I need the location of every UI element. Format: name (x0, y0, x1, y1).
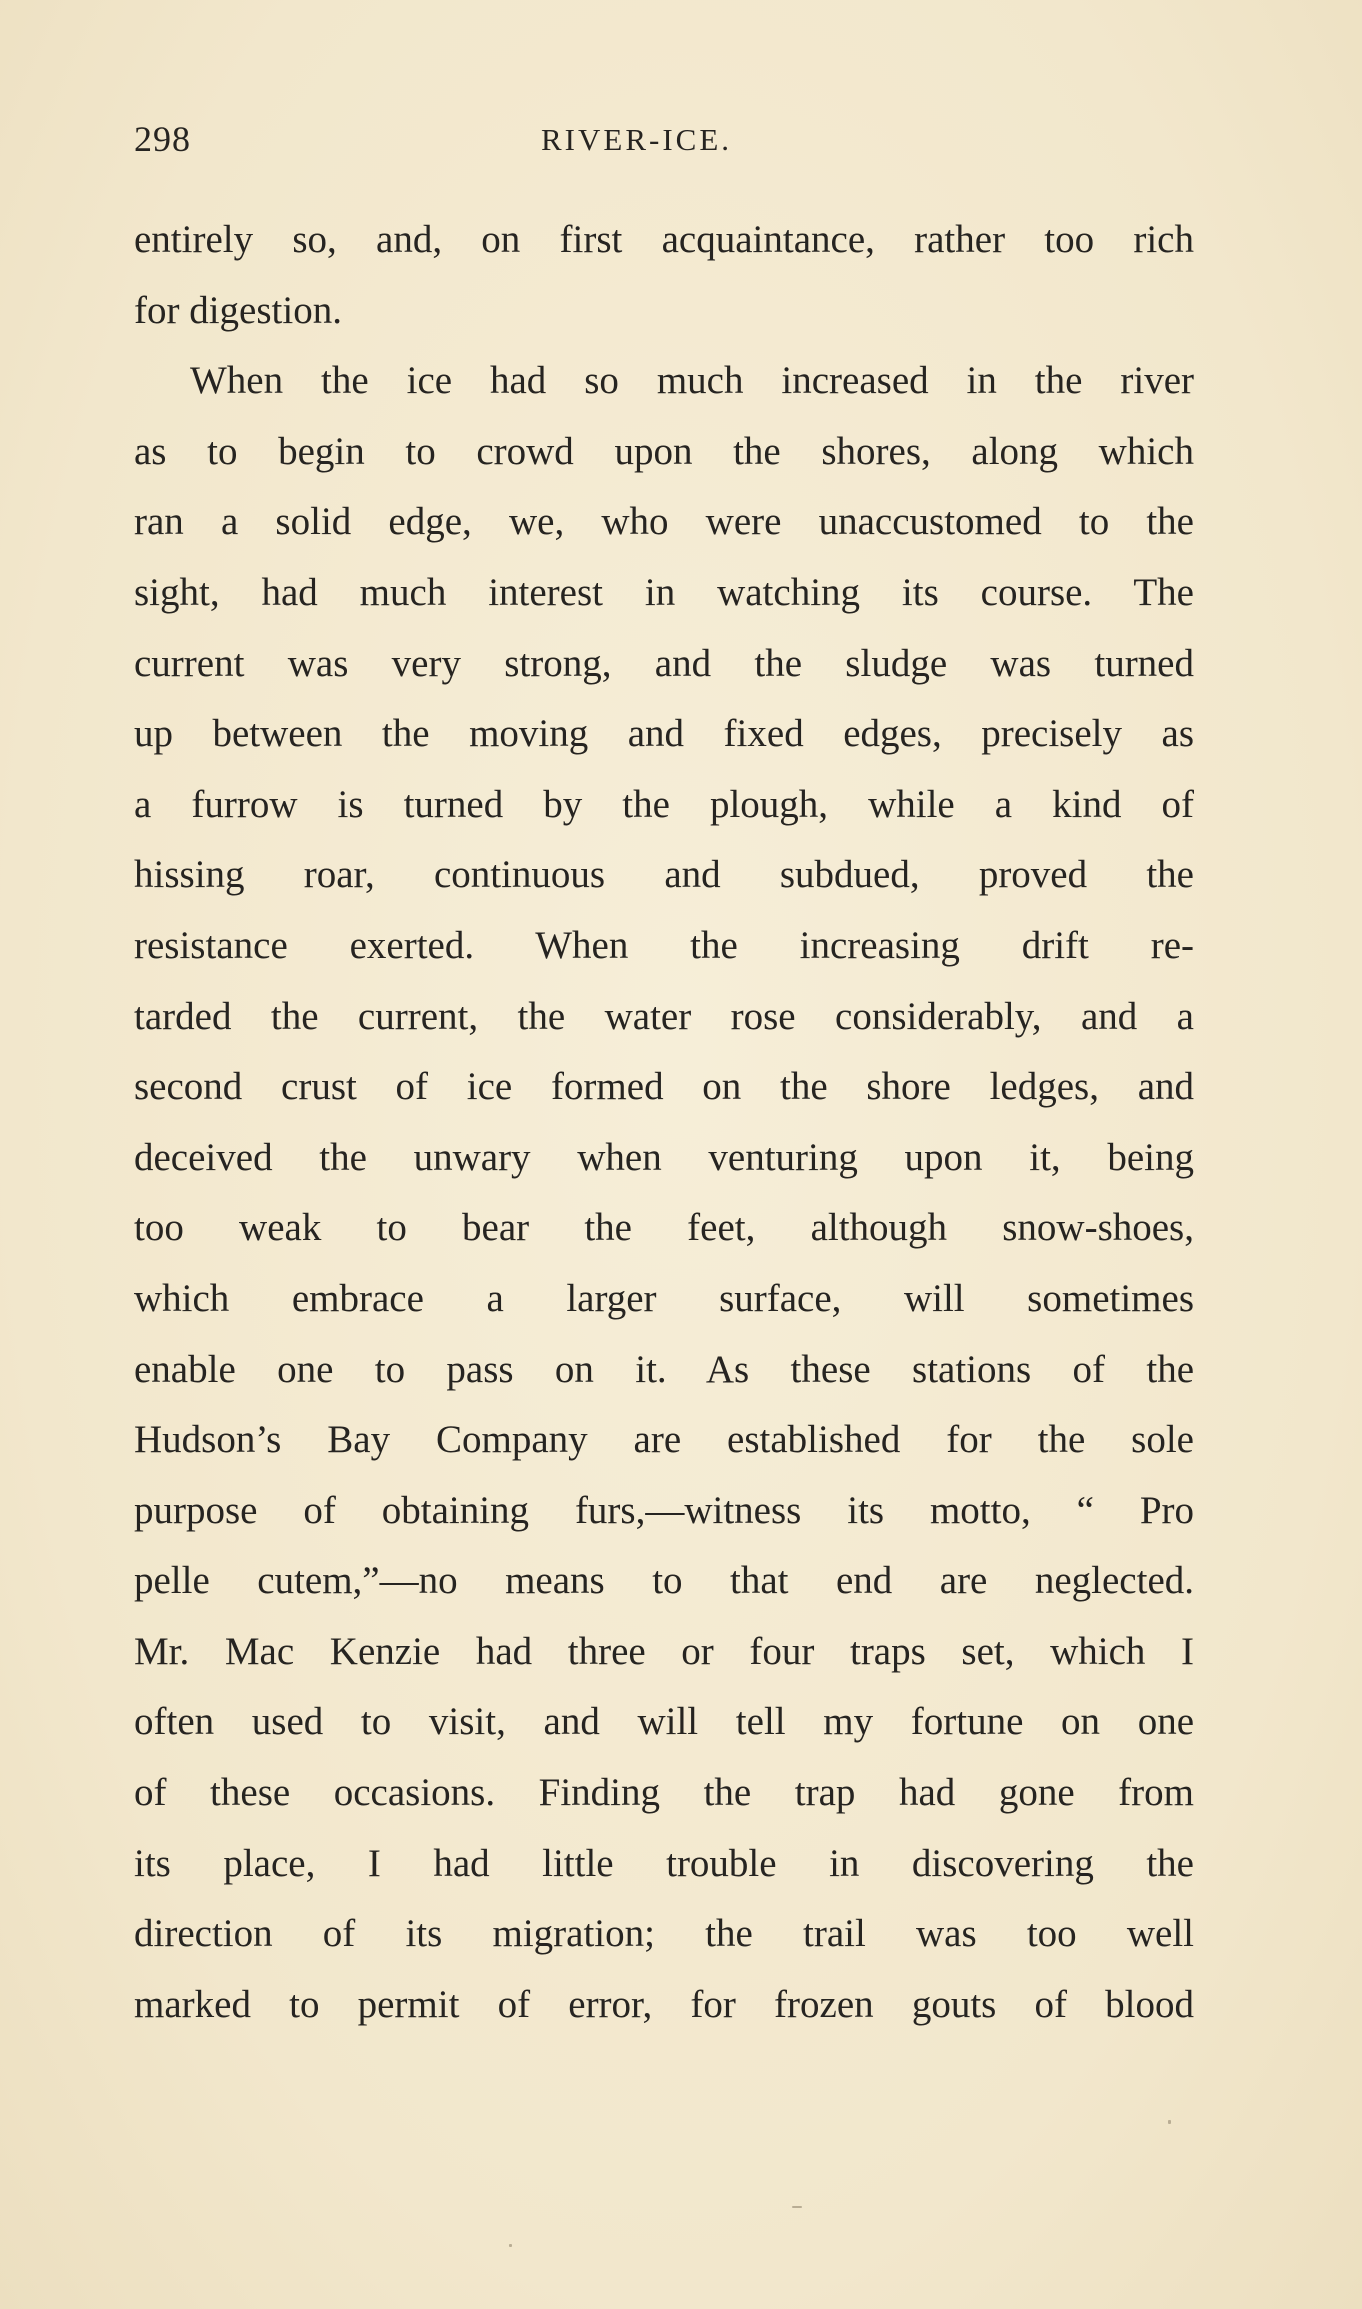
text-line: enable one to pass on it. As these stations of the (134, 1347, 1194, 1391)
paper-speck (792, 2206, 802, 2208)
text-line: ran a solid edge, we, who were unaccustomed to the (134, 500, 1194, 544)
paper-speck (509, 2244, 512, 2247)
text-line: second crust of ice formed on the shore ledges, and (134, 1065, 1194, 1109)
text-line: a furrow is turned by the plough, while a kind of (134, 782, 1194, 826)
body-text (134, 210, 1194, 2045)
text-line: marked to permit of error, for frozen gouts of blood (134, 1982, 1194, 2026)
text-line: When the ice had so much increased in the river (190, 359, 1194, 403)
text-line: which embrace a larger surface, will sometimes (134, 1276, 1194, 1320)
text-line: as to begin to crowd upon the shores, along which (134, 429, 1194, 473)
text-line: too weak to bear the feet, although snow-shoes, (134, 1206, 1194, 1250)
text-line: of these occasions. Finding the trap had gone from (134, 1771, 1194, 1815)
text-line: resistance exerted. When the increasing drift re- (134, 923, 1194, 967)
page-header (134, 118, 1194, 178)
text-line: tarded the current, the water rose considerably, and a (134, 994, 1194, 1038)
text-line: purpose of obtaining furs,—witness its motto, “ Pro (134, 1488, 1194, 1532)
text-line: current was very strong, and the sludge was turned (134, 641, 1194, 685)
text-line: direction of its migration; the trail was too well (134, 1912, 1194, 1956)
paper-speck (1168, 2120, 1171, 2124)
text-line: its place, I had little trouble in discovering the (134, 1841, 1194, 1885)
text-line: for digestion. (134, 288, 342, 332)
running-head: RIVER-ICE. (541, 122, 733, 157)
page-number: 298 (134, 119, 191, 159)
text-line: entirely so, and, on first acquaintance, rather too rich (134, 218, 1194, 261)
text-line: hissing roar, continuous and subdued, proved the (134, 853, 1194, 897)
text-line: sight, had much interest in watching its course. The (134, 570, 1194, 614)
text-line: Mr. Mac Kenzie had three or four traps set, which I (134, 1629, 1194, 1673)
text-line: up between the moving and fixed edges, precisely as (134, 712, 1194, 756)
text-line: Hudson’s Bay Company are established for the sole (134, 1418, 1194, 1462)
text-line: often used to visit, and will tell my fortune on one (134, 1700, 1194, 1744)
text-line: deceived the unwary when venturing upon it, being (134, 1135, 1194, 1179)
text-line: pelle cutem,”—no means to that end are neglected. (134, 1559, 1194, 1603)
